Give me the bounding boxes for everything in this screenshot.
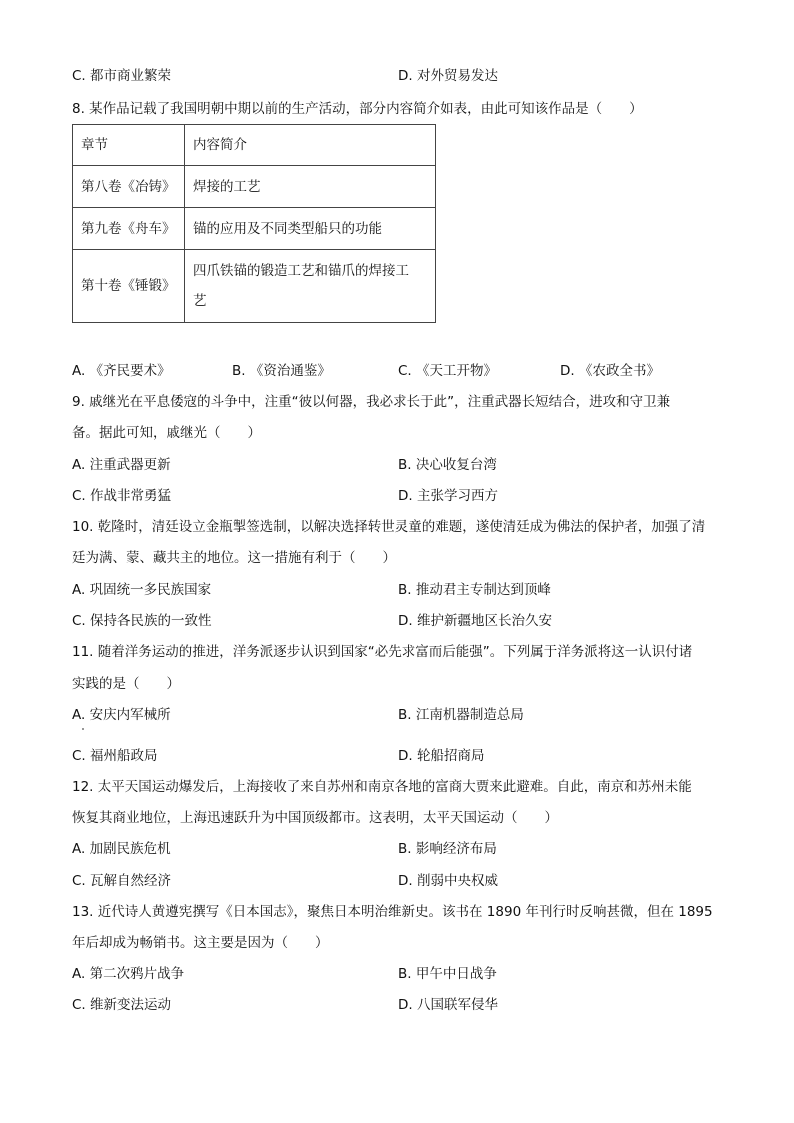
q12-option-b: B. 影响经济布局 bbox=[398, 841, 497, 857]
table-cell-chapter: 第九卷《舟车》 bbox=[73, 208, 185, 250]
q8-option-a: A. 《齐民要术》 bbox=[72, 363, 171, 379]
q8-option-c: C. 《天工开物》 bbox=[398, 363, 498, 379]
table-row bbox=[73, 250, 436, 323]
table-header-cell: 章节 bbox=[73, 125, 185, 166]
q11-stem-line2: 实践的是（ ） bbox=[72, 676, 180, 692]
q13-option-d: D. 八国联军侵华 bbox=[398, 997, 498, 1013]
q7-option-d: D. 对外贸易发达 bbox=[398, 68, 498, 84]
q9-option-b: B. 决心收复台湾 bbox=[398, 457, 497, 473]
table-row bbox=[73, 208, 436, 250]
q8-stem: 8. 某作品记载了我国明朝中期以前的生产活动，部分内容简介如表，由此可知该作品是（ ） bbox=[72, 101, 643, 117]
q10-option-c: C. 保持各民族的一致性 bbox=[72, 613, 212, 629]
q13-stem-line2: 年后却成为畅销书。这主要是因为（ ） bbox=[72, 935, 329, 951]
q11-option-a: A. 安庆内军械所 bbox=[72, 707, 171, 723]
q8-option-b: B. 《资治通鉴》 bbox=[232, 363, 331, 379]
q9-stem-line2: 备。据此可知，戚继光（ ） bbox=[72, 425, 261, 441]
table-cell-summary: 锚的应用及不同类型船只的功能 bbox=[185, 208, 436, 250]
q10-stem-line2: 廷为满、蒙、藏共主的地位。这一措施有利于（ ） bbox=[72, 550, 396, 566]
q10-option-a: A. 巩固统一多民族国家 bbox=[72, 582, 212, 598]
q7-option-c: C. 都市商业繁荣 bbox=[72, 68, 172, 84]
table-header-cell: 内容简介 bbox=[185, 125, 436, 166]
q10-stem-line1: 10. 乾隆时，清廷设立金瓶掣签选制，以解决选择转世灵童的难题，遂使清廷成为佛法的保护者，加强了清 bbox=[72, 519, 706, 535]
table-row bbox=[73, 166, 436, 208]
table-cell-chapter: 第八卷《冶铸》 bbox=[73, 166, 185, 208]
q9-option-c: C. 作战非常勇猛 bbox=[72, 488, 172, 504]
q8-table bbox=[72, 124, 436, 323]
summary-line: 艺 bbox=[193, 293, 207, 309]
table-header-row bbox=[73, 125, 436, 166]
q12-option-d: D. 削弱中央权威 bbox=[398, 873, 498, 889]
q13-option-c: C. 维新变法运动 bbox=[72, 997, 172, 1013]
q13-option-b: B. 甲午中日战争 bbox=[398, 966, 497, 982]
q12-option-c: C. 瓦解自然经济 bbox=[72, 873, 172, 889]
q12-stem-line2: 恢复其商业地位，上海迅速跃升为中国顶级都市。这表明，太平天国运动（ ） bbox=[72, 810, 558, 826]
table-cell-summary: 焊接的工艺 bbox=[185, 166, 436, 208]
q9-stem-line1: 9. 戚继光在平息倭寇的斗争中，注重“彼以何器，我必求长于此”，注重武器长短结合，进攻和守卫兼 bbox=[72, 394, 671, 410]
q11-option-c: C. 福州船政局 bbox=[72, 748, 158, 764]
table-cell-chapter: 第十卷《锤锻》 bbox=[73, 250, 185, 323]
table-cell-summary bbox=[185, 250, 436, 323]
q11-option-d: D. 轮船招商局 bbox=[398, 748, 485, 764]
q12-stem-line1: 12. 太平天国运动爆发后，上海接收了来自苏州和南京各地的富商大贾来此避难。自此，南京和苏州未能 bbox=[72, 779, 692, 795]
q10-option-b: B. 推动君主专制达到顶峰 bbox=[398, 582, 551, 598]
q9-option-d: D. 主张学习西方 bbox=[398, 488, 498, 504]
q9-option-a: A. 注重武器更新 bbox=[72, 457, 171, 473]
q12-option-a: A. 加剧民族危机 bbox=[72, 841, 171, 857]
q8-option-d: D. 《农政全书》 bbox=[560, 363, 660, 379]
q11-stem-line1: 11. 随着洋务运动的推进，洋务派逐步认识到国家“必先求富而后能强”。下列属于洋务派将这一认识付诸 bbox=[72, 644, 693, 660]
q11-option-b: B. 江南机器制造总局 bbox=[398, 707, 524, 723]
stray-dot bbox=[82, 728, 84, 730]
q10-option-d: D. 维护新疆地区长治久安 bbox=[398, 613, 552, 629]
q13-stem-line1: 13. 近代诗人黄遵宪撰写《日本国志》，聚焦日本明治维新史。该书在 1890 年刊行时反响甚微，但在 1895 bbox=[72, 904, 713, 920]
summary-line: 四爪铁锚的锻造工艺和锚爪的焊接工 bbox=[193, 263, 409, 279]
q13-option-a: A. 第二次鸦片战争 bbox=[72, 966, 185, 982]
